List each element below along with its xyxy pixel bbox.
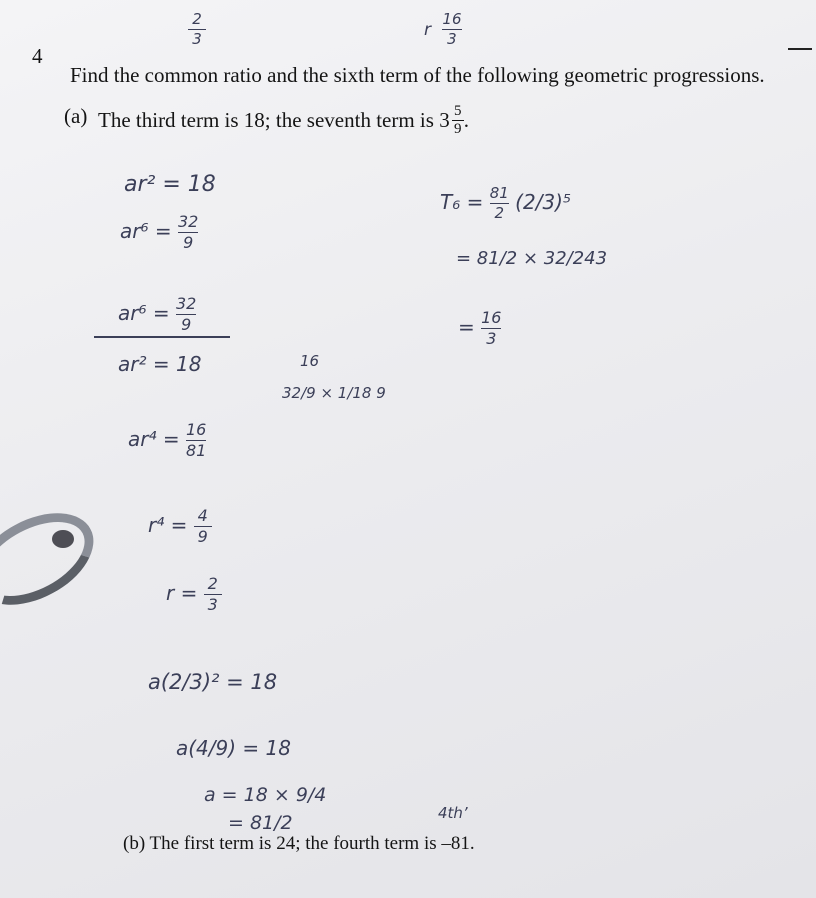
hw-eq2-num: 32 <box>177 212 199 231</box>
hw-top-fraction <box>188 12 206 47</box>
hw-eq9: a(4/9) = 18 <box>176 736 291 760</box>
hw-eq3 <box>118 296 196 333</box>
hw-eq1: ar² = 18 <box>124 172 216 197</box>
hw-division-line <box>94 336 230 338</box>
part-b-text: (b) The first term is 24; the fourth term is –81. <box>123 833 475 854</box>
hw-eq8: a(2/3)² = 18 <box>148 670 278 694</box>
hw-eq6-lhs: r⁴ = <box>148 513 188 537</box>
hw-top-right-mark: r <box>424 19 431 40</box>
hw-margin-4th: 4th’ <box>438 804 468 822</box>
hw-t6-result <box>458 310 501 347</box>
hw-top-frac-den: 3 <box>192 30 202 48</box>
hw-eq2 <box>120 214 198 251</box>
hw-eq6 <box>148 508 212 545</box>
hw-eq7-lhs: r = <box>166 581 198 605</box>
hw-top-right <box>424 12 462 47</box>
hw-side-16: 16 <box>300 352 320 370</box>
hw-eq5-lhs: ar⁴ = <box>128 427 180 451</box>
hw-t6-lhs: T₆ = <box>440 190 484 214</box>
hw-t6 <box>440 186 571 221</box>
hw-eq5-num: 16 <box>185 420 207 439</box>
hw-top-right-num: 16 <box>442 10 462 28</box>
hw-t6-num: 81 <box>489 184 509 202</box>
hw-eq7-den: 3 <box>207 595 218 614</box>
part-a-label: (a) <box>64 104 88 128</box>
part-a-text <box>98 104 469 137</box>
hw-eq5-den: 81 <box>185 441 207 460</box>
margin-dash <box>788 48 812 50</box>
hw-eq3-num: 32 <box>175 294 197 313</box>
hw-top-frac-num: 2 <box>192 10 202 28</box>
hw-t6-power: (2/3)⁵ <box>515 190 571 214</box>
punch-hole <box>52 530 74 548</box>
hw-eq4: ar² = 18 <box>118 352 202 376</box>
hw-t6-result-den: 3 <box>486 329 497 348</box>
question-text: Find the common ratio and the sixth term of the following geometric progressions. <box>70 63 765 87</box>
mixed-whole: 3 <box>439 108 450 132</box>
hw-eq10: a = 18 × 9/4 <box>204 784 327 806</box>
hw-top-right-den: 3 <box>447 30 457 48</box>
binder-ring <box>0 495 109 624</box>
part-a-statement: The third term is 18; the seventh term is <box>98 108 434 132</box>
hw-eq7 <box>166 576 222 613</box>
mixed-fraction <box>452 104 464 137</box>
hw-eq11: = 81/2 <box>228 812 293 834</box>
part-a-period: . <box>463 108 469 132</box>
hw-t6-den: 2 <box>494 204 505 222</box>
hw-eq2-den: 9 <box>183 233 194 252</box>
hw-eq6-num: 4 <box>197 506 208 525</box>
hw-side-calc: 32/9 × 1/18 9 <box>282 384 386 402</box>
hw-eq3-lhs: ar⁶ = <box>118 301 170 325</box>
question-number: 4 <box>32 44 43 68</box>
hw-t6-result-num: 16 <box>481 308 502 327</box>
hw-eq5 <box>128 422 206 459</box>
hw-eq3-den: 9 <box>181 315 192 334</box>
hw-eq7-num: 2 <box>207 574 218 593</box>
hw-eq6-den: 9 <box>197 527 208 546</box>
mixed-number <box>439 104 464 137</box>
hw-eq2-lhs: ar⁶ = <box>120 219 172 243</box>
hw-t6-step2: = 81/2 × 32/243 <box>456 248 608 269</box>
mixed-numerator: 5 <box>453 103 462 119</box>
mixed-denominator: 9 <box>453 121 462 137</box>
hw-t6-result-eq: = <box>458 315 475 339</box>
